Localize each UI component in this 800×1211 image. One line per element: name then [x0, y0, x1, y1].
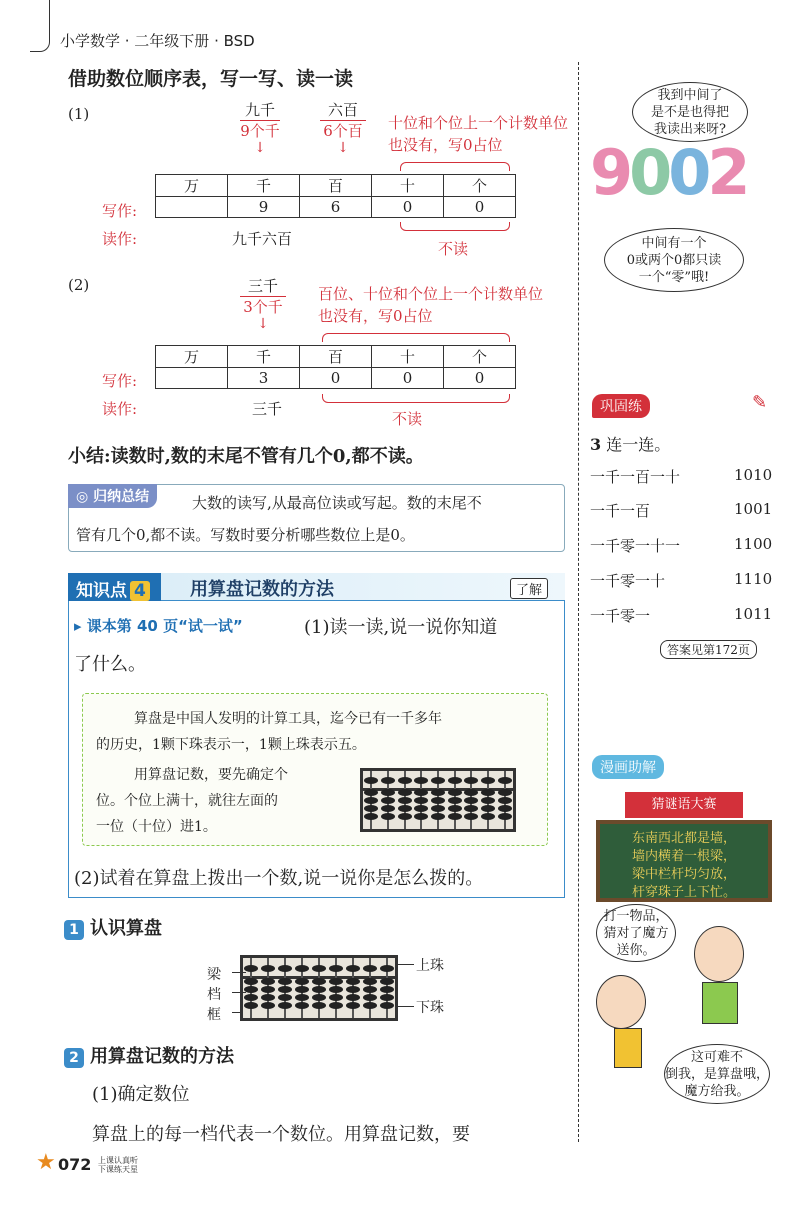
abacus-upper-bead — [381, 777, 395, 784]
bubble1-line: 我读出来呀? — [654, 122, 726, 137]
digit-char: 2 — [707, 136, 747, 209]
ex1-label: (1) — [68, 105, 90, 123]
table-header-cell: 万 — [156, 346, 228, 368]
table-cell: 3 — [228, 368, 300, 389]
match-right: 1110 — [734, 570, 773, 588]
abacus-lower-bead — [363, 994, 377, 1001]
table-cell: 0 — [372, 197, 444, 218]
abacus-lower-bead — [329, 1002, 343, 1009]
abacus-lower-bead — [363, 986, 377, 993]
q2-line: (2)试着在算盘上拨出一个数,说一说你是怎么拨的。 — [74, 868, 484, 889]
ex2-place-value-table — [155, 345, 516, 389]
ex2-top-brace — [322, 333, 510, 342]
leader-line — [232, 1012, 242, 1013]
abacus-lower-bead — [244, 1002, 258, 1009]
abacus-upper-bead — [312, 965, 326, 972]
abacus-illustration — [360, 768, 516, 832]
abacus-lower-bead — [448, 797, 462, 804]
abacus-lower-bead — [448, 813, 462, 820]
abacus-lower-bead — [498, 797, 512, 804]
table-cell — [156, 197, 228, 218]
pencil-icon: ✎ — [752, 392, 768, 413]
abacus-lower-bead — [398, 813, 412, 820]
step2-number: 2 — [64, 1048, 84, 1068]
abacus-lower-bead — [380, 986, 394, 993]
abacus-upper-bead — [295, 965, 309, 972]
abacus-lower-bead — [346, 994, 360, 1001]
riddle-line: 墙内横着一根梁， — [631, 849, 736, 864]
digit-characters — [590, 136, 747, 209]
practice-tag: 巩固练 — [592, 394, 650, 418]
abacus-upper-bead — [380, 965, 394, 972]
match-right: 1010 — [734, 466, 773, 484]
table-header-cell: 千 — [228, 346, 300, 368]
boy-face-2 — [596, 975, 646, 1029]
abacus-lower-bead — [363, 1002, 377, 1009]
digit-char: 0 — [629, 136, 669, 209]
answer-ref: 答案见第172页 — [660, 640, 757, 659]
abacus-lower-bead — [498, 789, 512, 796]
ex1-bot1: 9个千 — [240, 122, 280, 140]
label-lower-bead: 下珠 — [416, 1000, 444, 1016]
riddle-line: 杆穿珠子上下忙。 — [631, 885, 736, 900]
leader-line — [232, 992, 246, 993]
bubble1-line: 是不是也得把 — [650, 105, 729, 120]
abacus-lower-bead — [364, 813, 378, 820]
match-left: 一千一百一十 — [590, 468, 681, 486]
abacus-lower-bead — [278, 978, 292, 985]
abacus-lower-bead — [312, 978, 326, 985]
abacus-lower-bead — [261, 1002, 275, 1009]
q1-line-b: 了什么。 — [74, 654, 146, 675]
summary-line: 小结:读数时,数的末尾不管有几个0,都不读。 — [68, 446, 424, 467]
ex2-annot-thousand — [240, 276, 286, 331]
ex2-write-label: 写作: — [102, 372, 138, 390]
match-right: 1001 — [734, 500, 773, 518]
abacus-lower-bead — [381, 813, 395, 820]
label-rod: 档 — [207, 987, 221, 1003]
abacus-lower-bead — [261, 986, 275, 993]
speech-bubble-4 — [664, 1044, 770, 1104]
abacus-upper-bead — [261, 965, 275, 972]
guina-tag: ◎ 归纳总结 — [68, 484, 157, 508]
knowledge-tag: 了解 — [510, 578, 548, 599]
table-cell: 0 — [372, 368, 444, 389]
leader-line — [398, 1006, 414, 1007]
table-header-cell: 万 — [156, 175, 228, 197]
ex2-bottom-brace — [322, 394, 510, 403]
q1-line-a: (1)读一读,说一说你知道 — [304, 617, 498, 638]
digit-char: 0 — [668, 136, 708, 209]
footer-note — [98, 1156, 138, 1174]
abacus-upper-bead — [244, 965, 258, 972]
ex1-annot-hundred — [320, 100, 366, 155]
ex1-write-label: 写作: — [102, 202, 138, 220]
ex2-read-value: 三千 — [252, 400, 283, 418]
q3-title: 连一连。 — [606, 435, 671, 454]
abacus-lower-bead — [295, 986, 309, 993]
boy-body-1 — [702, 982, 738, 1024]
leader-line — [232, 972, 246, 973]
q3-number: 3 — [590, 435, 602, 454]
abacus-lower-bead — [381, 805, 395, 812]
bubble2-line: 一个“零”哦! — [638, 270, 710, 285]
page-number: 072 — [58, 1155, 92, 1174]
abacus-lower-bead — [295, 994, 309, 1001]
abacus-lower-bead — [380, 994, 394, 1001]
comic-tag: 漫画助解 — [592, 755, 664, 779]
bubble4-line: 倒我，是算盘哦， — [665, 1067, 770, 1082]
table-header-cell: 十 — [372, 175, 444, 197]
abacus-upper-bead — [431, 777, 445, 784]
abacus-lower-bead — [481, 789, 495, 796]
bubble2-line: 0或两个0都只读 — [626, 253, 722, 268]
box-p1b: 的历史，1颗下珠表示一，1颗上珠表示五。 — [96, 737, 366, 753]
abacus-upper-bead — [346, 965, 360, 972]
step1-number: 1 — [64, 920, 84, 940]
abacus-lower-bead — [364, 797, 378, 804]
bubble3-line: 送你。 — [616, 943, 656, 958]
table-row — [156, 197, 516, 218]
abacus-lower-bead — [381, 789, 395, 796]
table-cell: 6 — [300, 197, 372, 218]
table-cell — [156, 368, 228, 389]
ex1-read-value: 九千六百 — [232, 230, 293, 248]
abacus-lower-bead — [481, 813, 495, 820]
abacus-lower-bead — [295, 1002, 309, 1009]
abacus-upper-bead — [448, 777, 462, 784]
ex1-top2: 六百 — [327, 101, 358, 119]
down-arrow-icon: ↓ — [254, 140, 266, 156]
step2-sub: (1)确定数位 — [92, 1084, 190, 1105]
column-divider — [578, 62, 579, 1142]
abacus-lower-bead — [244, 986, 258, 993]
abacus-lower-bead — [464, 797, 478, 804]
abacus-lower-bead — [498, 805, 512, 812]
q3-heading — [590, 432, 670, 455]
label-frame: 框 — [207, 1007, 221, 1023]
abacus-lower-bead — [312, 1002, 326, 1009]
board-title: 猜谜语大赛 — [625, 792, 743, 818]
star-icon: ★ — [36, 1150, 56, 1175]
knowledge-number: 4 — [130, 581, 150, 601]
step2-text: 算盘上的每一档代表一个数位。用算盘记数，要 — [92, 1124, 470, 1145]
abacus-lower-bead — [312, 994, 326, 1001]
abacus-lower-bead — [464, 789, 478, 796]
table-header-cell: 百 — [300, 346, 372, 368]
match-right: 1100 — [734, 535, 773, 553]
table-header-cell: 十 — [372, 346, 444, 368]
abacus-lower-bead — [431, 797, 445, 804]
table-cell: 9 — [228, 197, 300, 218]
footer-note-1: 上课认真听 — [98, 1156, 138, 1165]
bubble1-line: 我到中间了 — [657, 88, 723, 103]
abacus-lower-bead — [414, 813, 428, 820]
abacus-lower-bead — [414, 797, 428, 804]
label-upper-bead: 上珠 — [416, 958, 444, 974]
abacus-lower-bead — [481, 797, 495, 804]
abacus-lower-bead — [381, 797, 395, 804]
box-p2c: 一位（十位）进1。 — [96, 819, 217, 835]
ex1-place-value-table — [155, 174, 516, 218]
step2-title: 用算盘记数的方法 — [90, 1046, 234, 1067]
match-left: 一千零一十 — [590, 572, 666, 590]
abacus-upper-bead — [278, 965, 292, 972]
down-arrow-icon: ↓ — [257, 316, 269, 332]
abacus-lower-bead — [398, 797, 412, 804]
bubble3-line: 打一物品， — [603, 909, 669, 924]
digit-char: 9 — [590, 136, 630, 209]
match-left: 一千零一十一 — [590, 537, 681, 555]
bubble2-line: 中间有一个 — [641, 236, 707, 251]
abacus-lower-bead — [364, 789, 378, 796]
section-title: 借助数位顺序表，写一写、读一读 — [68, 68, 354, 90]
abacus-lower-bead — [261, 994, 275, 1001]
down-arrow-icon: ↓ — [337, 140, 349, 156]
table-header-cell: 个 — [444, 346, 516, 368]
corner-decoration — [30, 0, 50, 52]
abacus-lower-bead — [312, 986, 326, 993]
ex1-not-read: 不读 — [438, 240, 469, 258]
footer-note-2: 下课练天星 — [98, 1165, 138, 1174]
guina-text-2: 管有几个0,都不读。写数时要分析哪些数位上是0。 — [76, 526, 415, 544]
abacus-upper-bead — [364, 777, 378, 784]
table-header-cell: 千 — [228, 175, 300, 197]
abacus-lower-bead — [346, 1002, 360, 1009]
abacus-lower-bead — [329, 994, 343, 1001]
ex2-read-label: 读作: — [102, 400, 138, 418]
abacus-lower-bead — [448, 805, 462, 812]
ex2-label: (2) — [68, 276, 90, 294]
abacus-lower-bead — [464, 805, 478, 812]
boy-face-1 — [694, 926, 744, 982]
riddle-board — [596, 820, 772, 902]
knowledge-badge — [68, 573, 161, 601]
abacus-lower-bead — [278, 994, 292, 1001]
abacus-lower-bead — [278, 986, 292, 993]
abacus-upper-bead — [464, 777, 478, 784]
abacus-lower-bead — [398, 805, 412, 812]
leader-line — [398, 964, 414, 965]
table-header-cell: 百 — [300, 175, 372, 197]
ex1-bot2: 6个百 — [320, 120, 366, 141]
ex2-top1: 三千 — [247, 277, 278, 295]
riddle-line: 东南西北都是墙， — [631, 831, 736, 846]
match-left: 一千零一 — [590, 607, 651, 625]
table-cell: 0 — [444, 368, 516, 389]
speech-bubble-3 — [596, 904, 676, 962]
bubble4-line: 魔方给我。 — [684, 1084, 750, 1099]
table-cell: 0 — [300, 368, 372, 389]
ex2-note: 百位、十位和个位上一个计数单位也没有，写0占位 — [318, 285, 544, 325]
abacus-lower-bead — [244, 994, 258, 1001]
abacus-upper-bead — [363, 965, 377, 972]
speech-bubble-1 — [632, 82, 748, 142]
table-row — [156, 346, 516, 368]
boy-body-2 — [614, 1028, 642, 1068]
abacus-lower-bead — [464, 813, 478, 820]
guina-tag-text: 归纳总结 — [93, 489, 150, 505]
ex1-bottom-brace — [400, 222, 510, 231]
bubble3-line: 猜对了魔方 — [603, 926, 669, 941]
abacus-lower-bead — [363, 978, 377, 985]
ex1-top-brace — [400, 162, 510, 171]
table-row — [156, 368, 516, 389]
match-left: 一千一百 — [590, 502, 651, 520]
abacus-upper-bead — [481, 777, 495, 784]
abacus-upper-bead — [398, 777, 412, 784]
page-header: 小学数学 · 二年级下册 · BSD — [60, 32, 255, 50]
abacus-lower-bead — [329, 978, 343, 985]
ex1-note: 十位和个位上一个计数单位也没有，写0占位 — [388, 114, 569, 154]
abacus-lower-bead — [261, 978, 275, 985]
step1-title: 认识算盘 — [90, 918, 162, 939]
textbook-ref: ▸ 课本第 40 页“试一试” — [74, 617, 243, 635]
riddle-line: 梁中栏杆均匀放， — [631, 867, 736, 882]
step1-heading — [64, 914, 162, 940]
box-p1a: 算盘是中国人发明的计算工具，迄今已有一千多年 — [134, 711, 442, 727]
bubble4-line: 这可难不 — [690, 1050, 743, 1065]
abacus-lower-bead — [481, 805, 495, 812]
ex1-top1: 九千 — [244, 101, 275, 119]
step2-heading — [64, 1042, 234, 1068]
abacus-lower-bead — [346, 978, 360, 985]
ex2-not-read: 不读 — [392, 410, 423, 428]
abacus-upper-bead — [498, 777, 512, 784]
abacus-lower-bead — [431, 805, 445, 812]
guina-text-1: 大数的读写,从最高位读或写起。数的末尾不 — [192, 494, 482, 512]
ex1-annot-thousand — [240, 100, 280, 155]
ex1-read-label: 读作: — [102, 230, 138, 248]
abacus-upper-bead — [414, 777, 428, 784]
abacus-lower-bead — [380, 1002, 394, 1009]
abacus-lower-bead — [498, 813, 512, 820]
speech-bubble-2 — [604, 228, 744, 292]
table-row — [156, 175, 516, 197]
abacus-upper-bead — [329, 965, 343, 972]
match-right: 1011 — [734, 605, 773, 623]
abacus-lower-bead — [414, 789, 428, 796]
box-p2a: 用算盘记数，要先确定个 — [134, 767, 288, 783]
abacus-diagram — [240, 955, 398, 1021]
ex2-bot1: 3个千 — [240, 296, 286, 317]
box-p2b: 位。个位上满十，就往左面的 — [96, 793, 278, 809]
abacus-lower-bead — [278, 1002, 292, 1009]
label-beam: 梁 — [207, 967, 221, 983]
knowledge-title: 用算盘记数的方法 — [190, 579, 334, 600]
abacus-lower-bead — [431, 789, 445, 796]
abacus-lower-bead — [414, 805, 428, 812]
table-header-cell: 个 — [444, 175, 516, 197]
abacus-lower-bead — [364, 805, 378, 812]
table-cell: 0 — [444, 197, 516, 218]
abacus-lower-bead — [346, 986, 360, 993]
abacus-lower-bead — [380, 978, 394, 985]
abacus-lower-bead — [431, 813, 445, 820]
abacus-lower-bead — [295, 978, 309, 985]
abacus-lower-bead — [448, 789, 462, 796]
knowledge-prefix: 知识点 — [76, 581, 127, 601]
abacus-lower-bead — [244, 978, 258, 985]
abacus-lower-bead — [398, 789, 412, 796]
abacus-lower-bead — [329, 986, 343, 993]
